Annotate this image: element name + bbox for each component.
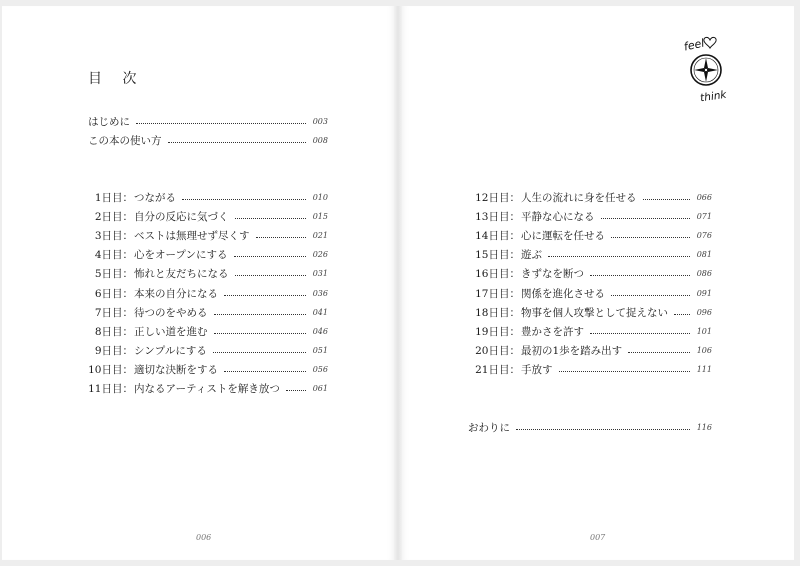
leader-dots <box>643 198 691 200</box>
toc-title: きずなを断つ <box>521 268 584 280</box>
toc-page-number: 071 <box>696 212 712 221</box>
leader-dots <box>235 217 307 219</box>
toc-page-number: 051 <box>312 346 328 355</box>
toc-entry-day <box>88 305 328 321</box>
leader-dots <box>214 332 307 334</box>
toc-page-number: 003 <box>312 117 328 126</box>
leader-dots <box>235 274 307 276</box>
toc-title: おわりに <box>468 422 510 434</box>
toc-page-number: 046 <box>312 327 328 336</box>
toc-day-number: 2日目： <box>94 211 133 223</box>
toc-entry-day <box>468 190 712 206</box>
toc-title: はじめに <box>88 116 130 128</box>
toc-page-number: 106 <box>696 346 712 355</box>
toc-title: 最初の1歩を踏み出す <box>521 345 623 357</box>
page-title: 目 次 <box>88 71 145 87</box>
toc-entry-day <box>468 324 712 340</box>
toc-page-number: 041 <box>312 308 328 317</box>
toc-day-number: 18日目： <box>475 307 520 319</box>
toc-day-number: 5日目： <box>94 268 133 280</box>
toc-entry-day <box>88 209 328 225</box>
leader-dots <box>611 294 690 296</box>
toc-entry-day <box>88 286 328 302</box>
toc-page-number: 111 <box>696 365 712 374</box>
toc-day-number: 20日目： <box>475 345 520 357</box>
toc-day-number: 16日目： <box>475 268 520 280</box>
toc-day-number: 8日目： <box>94 326 133 338</box>
leader-dots <box>590 332 690 334</box>
toc-page-number: 096 <box>696 308 712 317</box>
toc-title: 心に運転を任せる <box>521 230 605 242</box>
leader-dots <box>611 236 690 238</box>
toc-title: 物事を個人攻撃として捉えない <box>521 307 668 319</box>
toc-page-number: 031 <box>312 269 328 278</box>
toc-page-number: 010 <box>312 193 328 202</box>
book-gutter <box>394 6 402 560</box>
leader-dots <box>182 198 306 200</box>
toc-title: 心をオープンにする <box>134 249 228 261</box>
toc-entry-howto <box>88 133 328 149</box>
toc-page-number: 081 <box>696 250 712 259</box>
toc-day-number: 12日目： <box>475 192 520 204</box>
toc-page-number: 036 <box>312 289 328 298</box>
toc-page-number: 116 <box>696 423 712 432</box>
leader-dots <box>628 351 690 353</box>
toc-day-number: 4日目： <box>94 249 133 261</box>
toc-entry-day <box>88 228 328 244</box>
leader-dots <box>234 255 306 257</box>
toc-entry-day <box>468 286 712 302</box>
leader-dots <box>559 370 691 372</box>
toc-page-number: 066 <box>696 193 712 202</box>
toc-page-number: 021 <box>312 231 328 240</box>
leader-dots <box>548 255 690 257</box>
toc-title: 豊かさを許す <box>521 326 584 338</box>
compass-icon <box>691 55 721 85</box>
leader-dots <box>213 351 306 353</box>
toc-title: 適切な決断をする <box>134 364 218 376</box>
folio-right: 007 <box>590 533 606 542</box>
leader-dots <box>214 313 307 315</box>
toc-day-number: 1日目： <box>94 192 133 204</box>
toc-entry-outro <box>468 420 712 436</box>
toc-title: 関係を進化させる <box>521 288 605 300</box>
toc-day-number: 7日目： <box>94 307 133 319</box>
toc-day-number: 6日目： <box>94 288 133 300</box>
leader-dots <box>286 389 306 391</box>
feel-think-logo <box>672 34 744 110</box>
toc-entry-day <box>468 209 712 225</box>
toc-entry-day <box>468 343 712 359</box>
toc-entry-day <box>468 305 712 321</box>
toc-title: 遊ぶ <box>521 249 542 261</box>
logo-word-think: think <box>699 88 728 105</box>
leader-dots <box>224 370 306 372</box>
toc-title: 待つのをやめる <box>134 307 208 319</box>
toc-day-number: 11日目： <box>88 383 133 395</box>
toc-day-number: 14日目： <box>475 230 520 242</box>
leader-dots <box>256 236 307 238</box>
toc-day-number: 3日目： <box>94 230 133 242</box>
toc-title: 正しい道を進む <box>134 326 208 338</box>
toc-title: 手放す <box>521 364 553 376</box>
toc-entry-intro <box>88 114 328 130</box>
toc-title: 怖れと友だちになる <box>134 268 229 280</box>
leader-dots <box>601 217 691 219</box>
leader-dots <box>168 141 307 143</box>
toc-entry-day <box>468 266 712 282</box>
toc-day-number: 17日目： <box>475 288 520 300</box>
toc-entry-day <box>468 228 712 244</box>
toc-day-number: 13日目： <box>475 211 520 223</box>
leader-dots <box>516 428 690 430</box>
toc-entry-day <box>468 362 712 378</box>
toc-page-number: 026 <box>312 250 328 259</box>
toc-page-number: 076 <box>696 231 712 240</box>
toc-title: シンプルにする <box>134 345 207 357</box>
toc-entry-day <box>88 266 328 282</box>
toc-page-number: 091 <box>696 289 712 298</box>
folio-left: 006 <box>196 533 212 542</box>
leader-dots <box>224 294 306 296</box>
toc-entry-day <box>468 247 712 263</box>
toc-day-number: 9日目： <box>94 345 133 357</box>
toc-day-number: 19日目： <box>475 326 520 338</box>
toc-day-number: 15日目： <box>475 249 520 261</box>
leader-dots <box>136 122 306 124</box>
toc-page-number: 086 <box>696 269 712 278</box>
toc-title: この本の使い方 <box>88 135 162 147</box>
toc-page-number: 101 <box>696 327 712 336</box>
left-page <box>2 6 394 560</box>
logo-word-feel: feel <box>682 36 706 54</box>
toc-entry-day <box>88 381 328 397</box>
leader-dots <box>590 274 690 276</box>
toc-day-number: 10日目： <box>88 364 133 376</box>
toc-entry-day <box>88 362 328 378</box>
toc-title: 内なるアーティストを解き放つ <box>134 383 280 395</box>
toc-entry-day <box>88 247 328 263</box>
heart-icon <box>704 37 716 48</box>
toc-title: ベストは無理せず尽くす <box>134 230 250 242</box>
toc-page-number: 056 <box>312 365 328 374</box>
toc-day-number: 21日目： <box>475 364 520 376</box>
leader-dots <box>674 313 690 315</box>
toc-page-number: 015 <box>312 212 328 221</box>
toc-entry-day <box>88 343 328 359</box>
toc-page-number: 008 <box>312 136 328 145</box>
toc-title: 人生の流れに身を任せる <box>521 192 637 204</box>
toc-entry-day <box>88 190 328 206</box>
toc-page-number: 061 <box>312 384 328 393</box>
toc-title: つながる <box>134 192 176 204</box>
toc-title: 本来の自分になる <box>134 288 218 300</box>
toc-entry-day <box>88 324 328 340</box>
toc-title: 平静な心になる <box>521 211 595 223</box>
toc-title: 自分の反応に気づく <box>134 211 229 223</box>
